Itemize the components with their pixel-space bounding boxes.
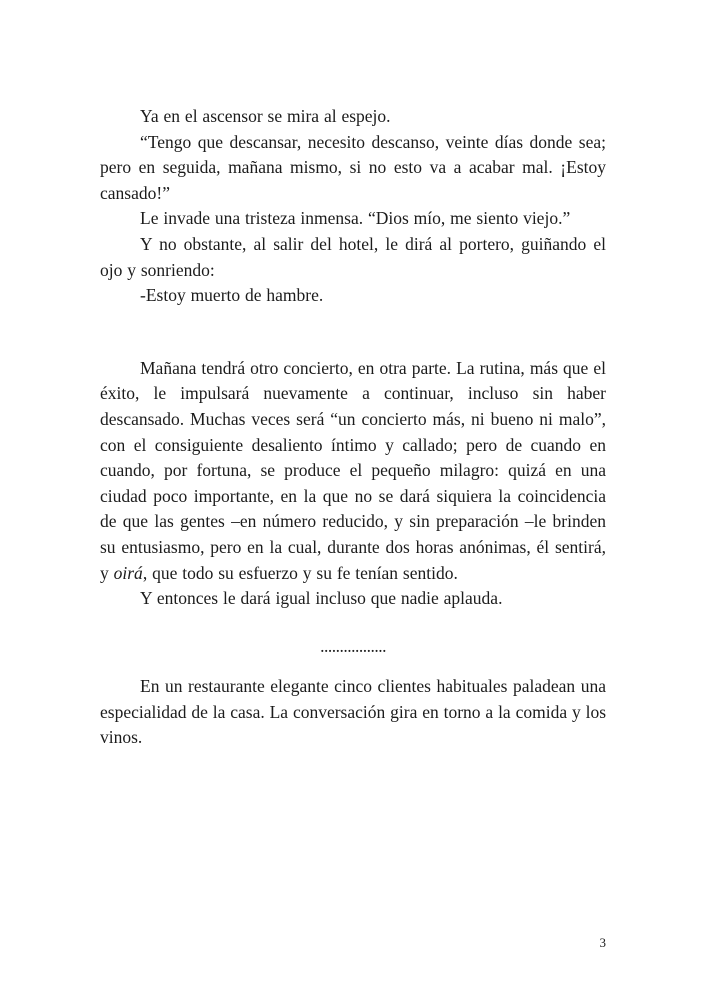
paragraph-tristeza: Le invade una tristeza inmensa. “Dios mío, me siento viejo.” — [140, 208, 571, 229]
page-number: 3 — [599, 935, 606, 950]
paragraph-manana-concierto — [100, 356, 606, 586]
paragraph-tengo-que-descansar: “Tengo que descansar, necesito descanso, veinte días donde sea; pero en seguida, mañana mismo, si no esto va a acabar mal. ¡Estoy cansado!” — [100, 131, 606, 203]
text-block — [100, 104, 606, 751]
paragraph-nadie-aplauda: Y entonces le dará igual incluso que nadie aplauda. — [140, 588, 503, 609]
section-separator-dots: ................. — [320, 635, 386, 656]
paragraph-restaurante: En un restaurante elegante cinco clientes habituales paladean una especialidad de la casa. La conversación gira en torno a la comida y los vinos. — [100, 676, 607, 748]
paragraph-portero: Y no obstante, al salir del hotel, le dirá al portero, guiñando el ojo y sonriendo: — [100, 233, 606, 280]
paragraph-ascensor: Ya en el ascensor se mira al espejo. — [140, 106, 391, 126]
paragraph-run-plain: Mañana tendrá otro concierto, en otra parte. La rutina, más que el éxito, le impulsará nuevamente a continuar, incluso sin haber descansado. Muchas veces será “un concierto más, ni bueno ni malo”, con el consiguiente desaliento íntimo y callado; pero de cuando en cuando, por fortuna, se produce el pequeño milagro: quizá en una ciudad poco importante, en la que no se dará siquiera la coincidencia de que las gentes –en número reducido, y sin preparación –le brinden su entusiasmo, pero en la cual, durante dos horas anónimas, él sentirá, y — [100, 357, 606, 583]
paragraph-run-italic-oira: oirá — [113, 562, 143, 583]
paragraph-dialogo-hambre: -Estoy muerto de hambre. — [140, 285, 324, 306]
paragraph-run-plain: , que todo su esfuerzo y su fe tenían sentido. — [142, 562, 458, 583]
